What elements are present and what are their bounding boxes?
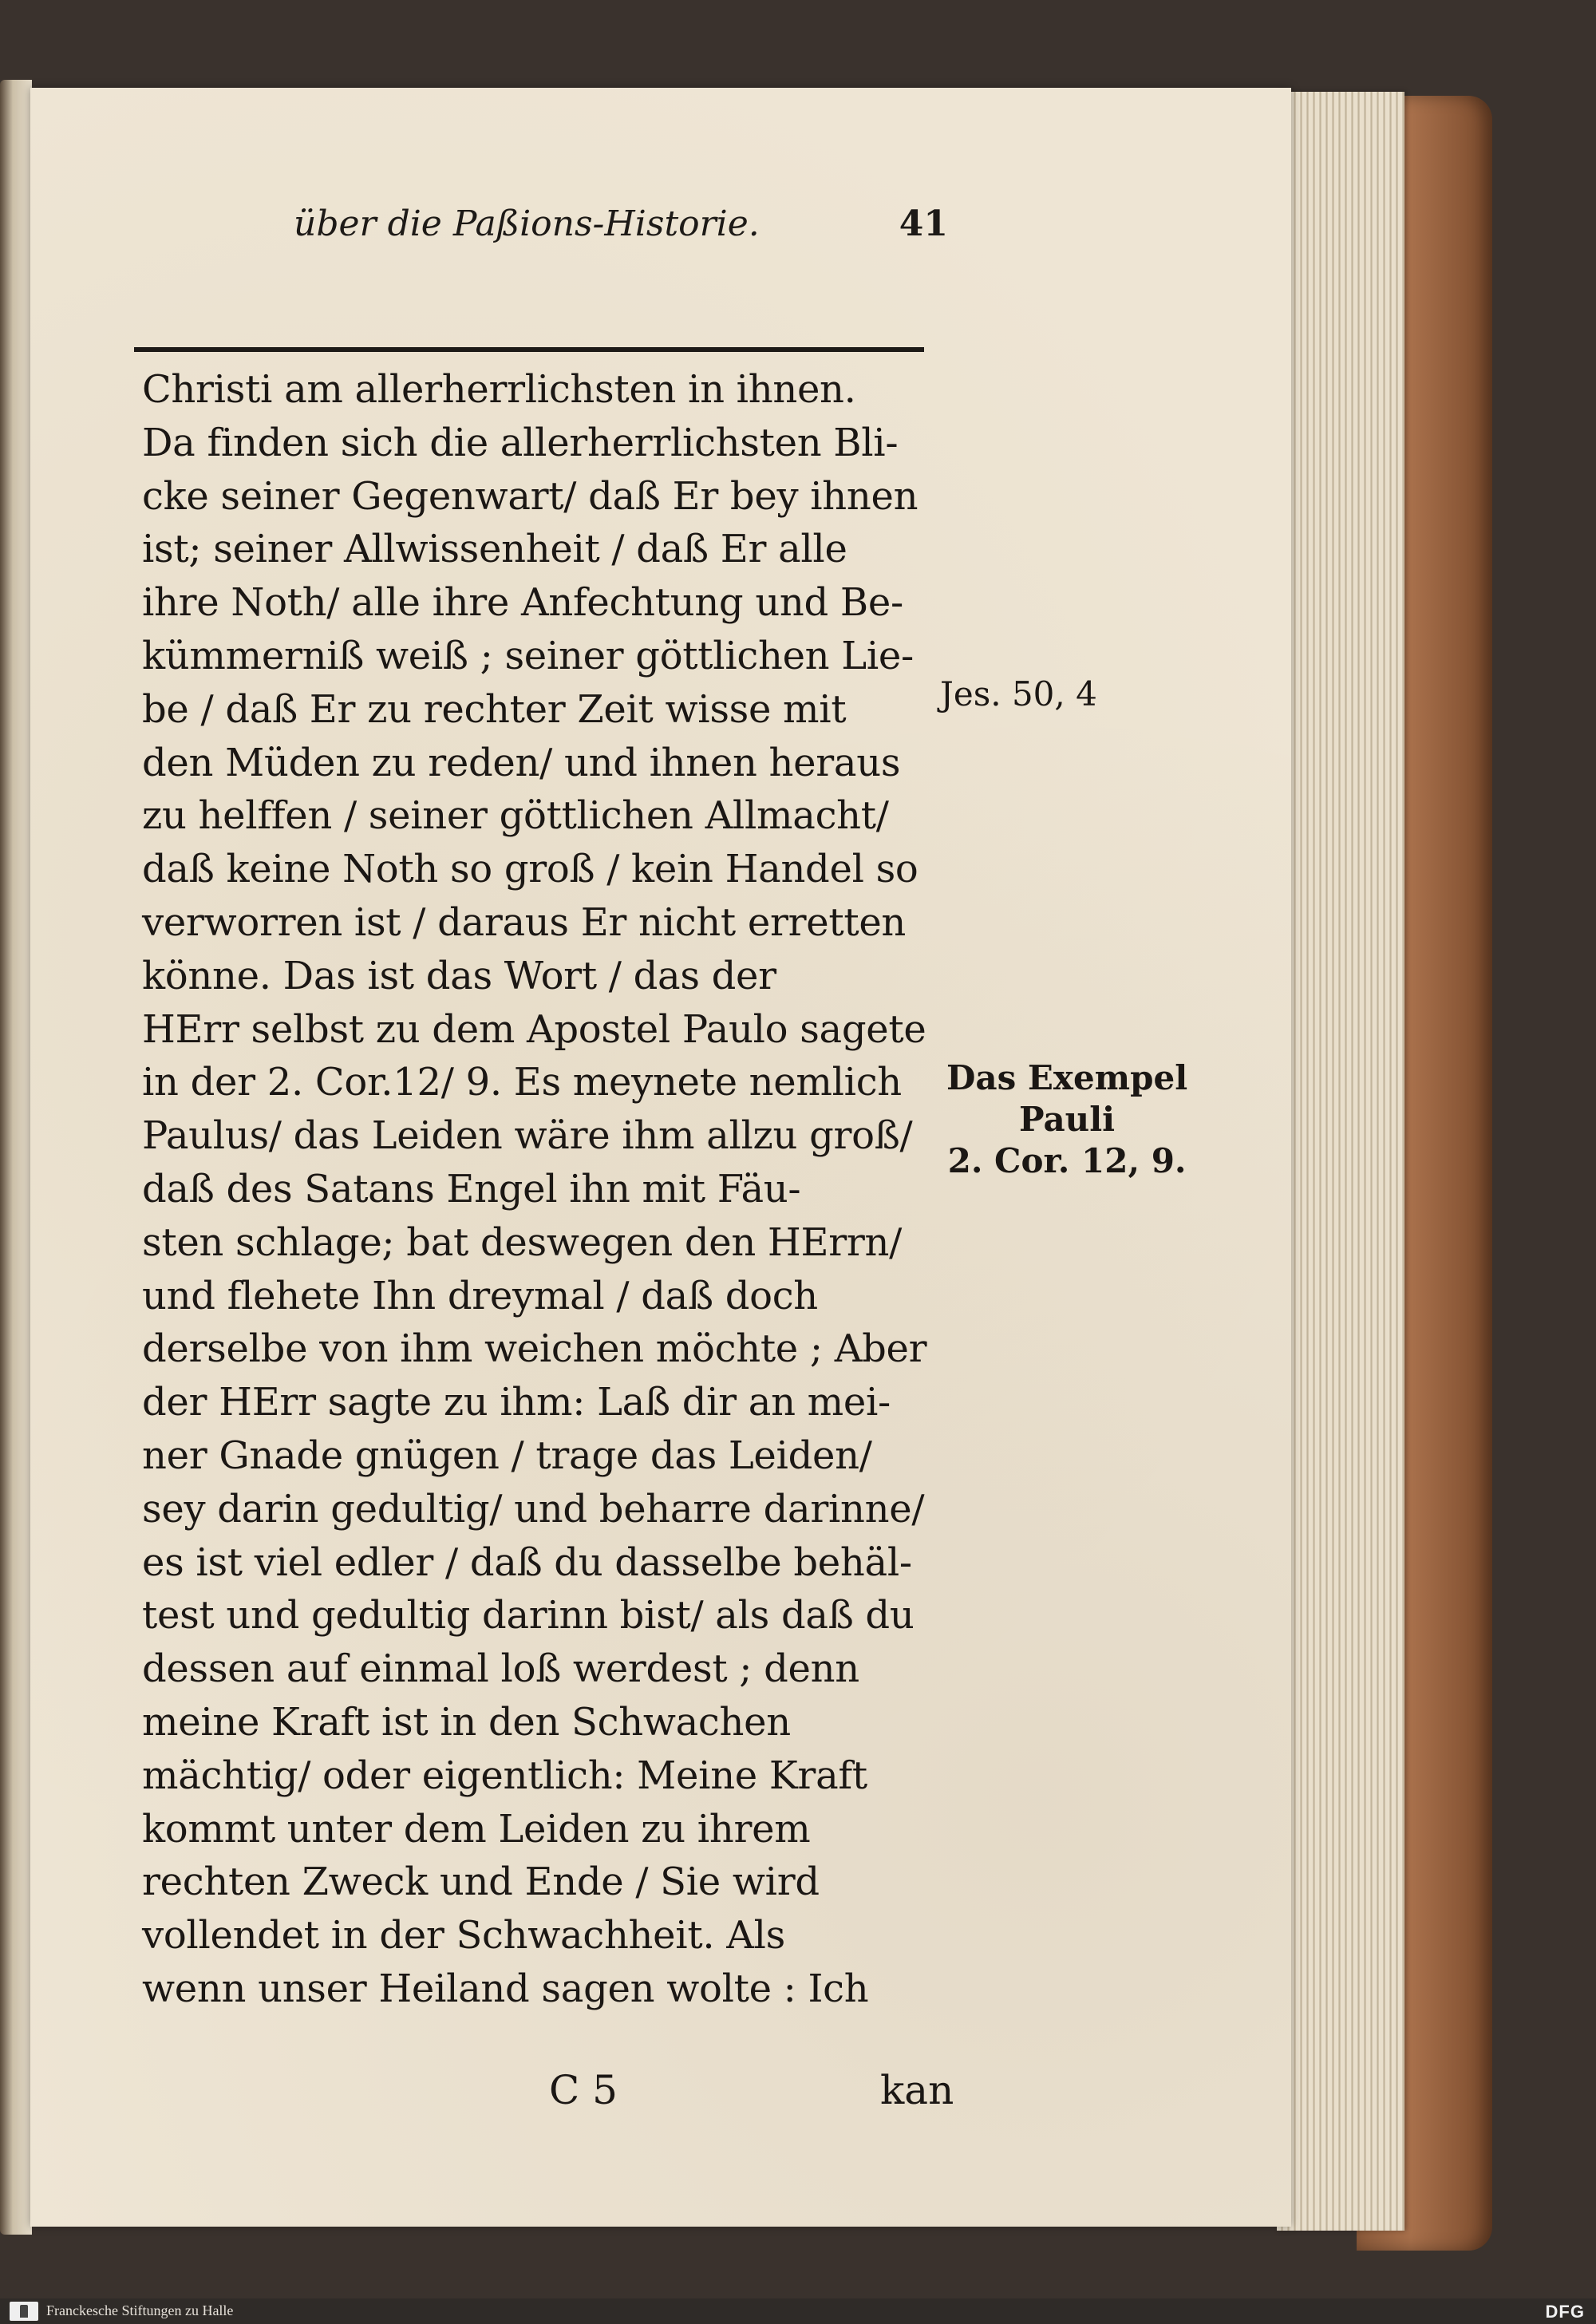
text-line: HErr selbst zu dem Apostel Paulo sagete [142,1006,926,1052]
book-page [30,88,1291,2227]
text-line: den Müden zu reden/ und ihnen heraus [142,740,901,785]
text-line: in der 2. Cor.12/ 9. Es meynete nemlich [142,1060,902,1105]
page-number: 41 [899,204,948,244]
catchword: kan [880,2067,954,2113]
text-line: Da finden sich die allerherrlichsten Bli- [142,420,899,465]
page-header [294,196,948,259]
text-line: dessen auf einmal loß werdest ; denn [142,1646,859,1692]
text-line: Paulus/ das Leiden wäre ihm allzu groß/ [142,1113,913,1159]
margin-note-exempel-line: Pauli [1019,1100,1116,1139]
text-line: be / daß Er zu rechter Zeit wisse mit [142,686,847,732]
dfg-logo: DFG [1545,2302,1585,2322]
text-line: der HErr sagte zu ihm: Laß dir an mei- [142,1380,891,1425]
text-line: ihre Noth/ alle ihre Anfechtung und Be- [142,580,903,626]
text-line: daß keine Noth so groß / kein Handel so [142,847,918,892]
previous-page-edge [0,80,32,2235]
text-line: derselbe von ihm weichen möchte ; Aber [142,1326,927,1372]
text-line: cke seiner Gegenwart/ daß Er bey ihnen [142,473,918,519]
text-line: und flehete Ihn dreymal / daß doch [142,1273,818,1318]
text-line: wenn unser Heiland sagen wolte : Ich [142,1966,869,2011]
text-line: kümmerniß weiß ; seiner göttlichen Lie- [142,633,914,678]
text-line: test und gedultig darinn bist/ als daß du [142,1593,915,1638]
text-line: kommt unter dem Leiden zu ihrem [142,1806,811,1852]
text-line: Christi am allerherrlichsten in ihnen. [142,367,856,412]
text-line: ner Gnade gnügen / trage das Leiden/ [142,1433,872,1478]
margin-note-isaiah: Jes. 50, 4 [940,674,1097,713]
institution-name: Franckesche Stiftungen zu Halle [46,2302,234,2318]
text-line: meine Kraft ist in den Schwachen [142,1699,791,1745]
text-line: rechten Zweck und Ende / Sie wird [142,1860,820,1905]
text-line: ist; seiner Allwissenheit / daß Er alle [142,527,847,572]
institution-logo-icon [10,2302,38,2321]
text-line: vollendet in der Schwachheit. Als [142,1913,785,1958]
signature-mark: C 5 [549,2067,618,2113]
text-line: daß des Satans Engel ihn mit Fäu- [142,1166,801,1211]
text-line: verworren ist / daraus Er nicht erretten [142,899,907,945]
running-title: über die Paßions-Historie. [294,204,760,244]
header-rule [134,347,924,352]
text-line: könne. Das ist das Wort / das der [142,953,776,998]
margin-note-exempel-line: Das Exempel [946,1058,1188,1097]
text-line: sey darin gedultig/ und beharre darinne/ [142,1486,925,1532]
margin-note-exempel-line: 2. Cor. 12, 9. [947,1141,1187,1180]
text-line: mächtig/ oder eigentlich: Meine Kraft [142,1753,867,1798]
page-stack [1277,92,1404,2231]
body-text [142,363,940,2016]
text-line: es ist viel edler / daß du dasselbe behäl- [142,1539,912,1585]
viewer-footer [0,2298,1596,2324]
text-line: sten schlage; bat deswegen den HErrn/ [142,1219,902,1265]
margin-note-exempel [946,1057,1187,1182]
text-line: zu helffen / seiner göttlichen Allmacht/ [142,793,889,839]
